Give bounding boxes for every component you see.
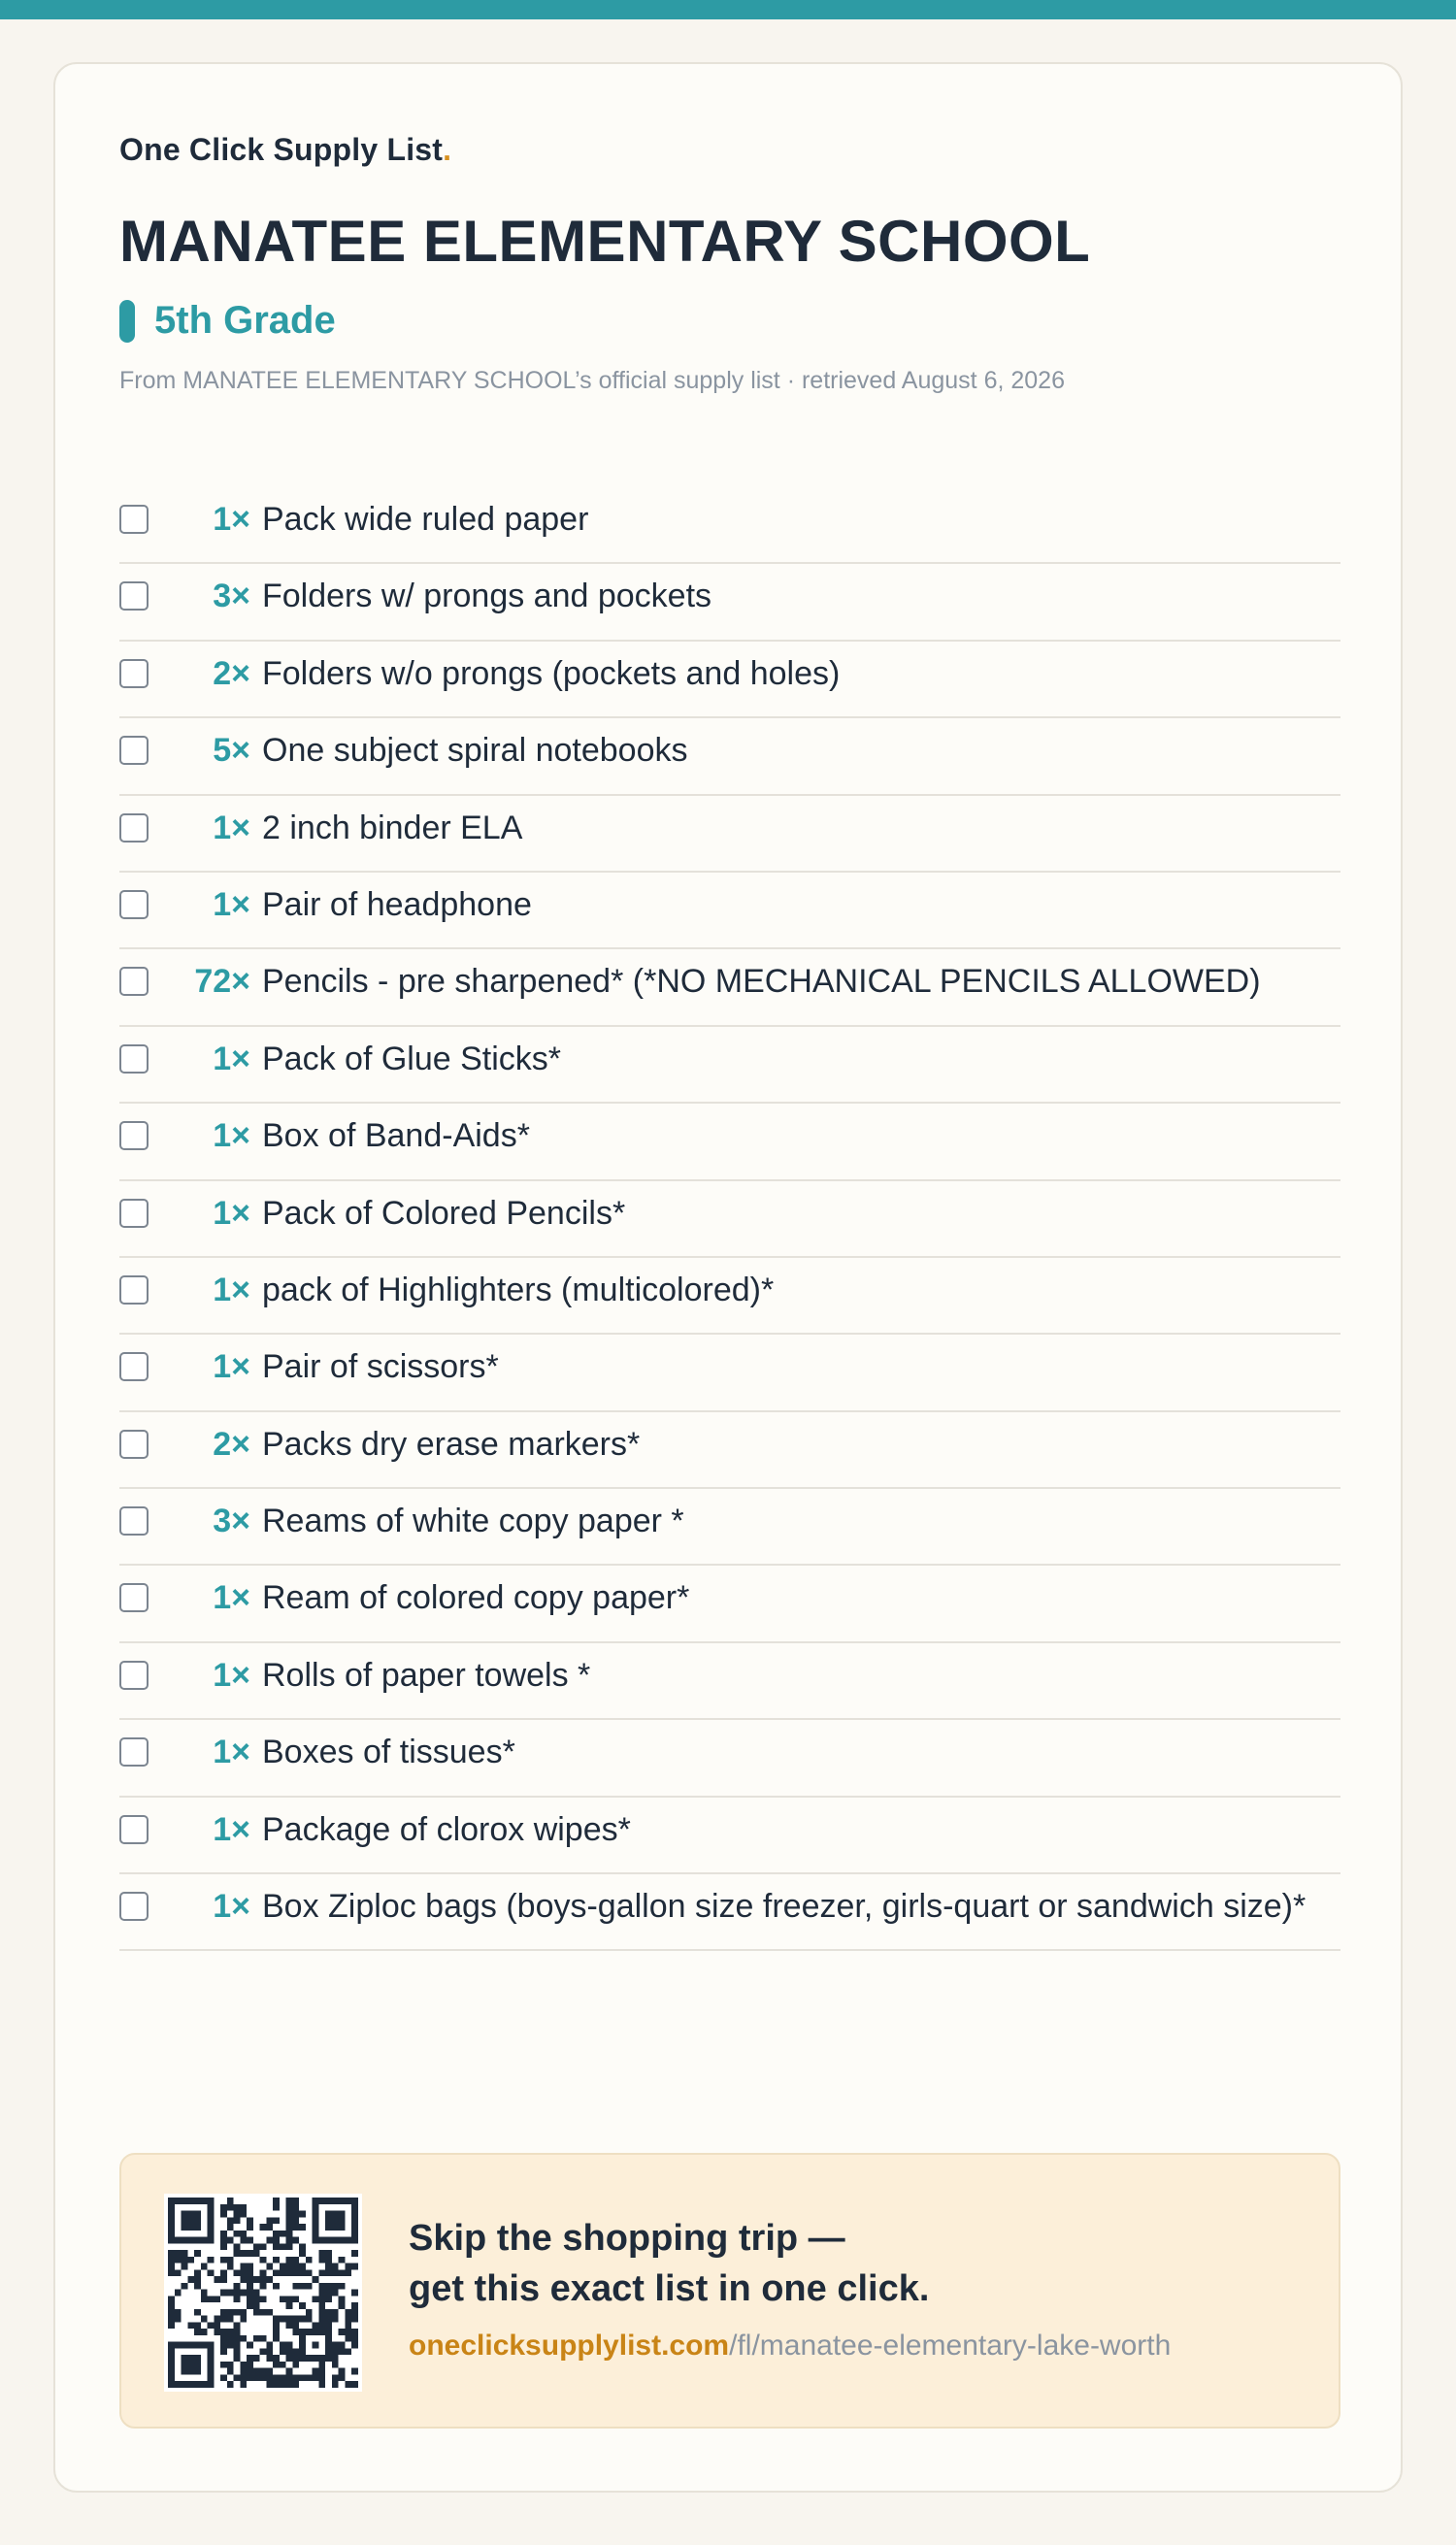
item-name: Folders w/o prongs (pockets and holes) [262, 654, 841, 692]
item-checkbox[interactable] [119, 1815, 149, 1844]
item-name: Package of clorox wipes* [262, 1810, 631, 1848]
list-item [119, 1027, 1340, 1104]
qr-code-icon[interactable] [164, 2194, 362, 2392]
brand-name: One Click Supply List [119, 132, 444, 167]
item-quantity: 1× [213, 1271, 250, 1308]
top-accent-bar [0, 0, 1456, 19]
item-checkbox[interactable] [119, 813, 149, 843]
list-item [119, 1489, 1340, 1566]
item-quantity: 1× [213, 1040, 250, 1077]
item-checkbox[interactable] [119, 736, 149, 765]
promo-url-domain: oneclicksupplylist.com [409, 2330, 730, 2362]
item-checkbox[interactable] [119, 659, 149, 688]
item-name: Packs dry erase markers* [262, 1425, 641, 1463]
promo-title-line-2: get this exact list in one click. [409, 2268, 930, 2309]
school-title: MANATEE ELEMENTARY SCHOOL [119, 209, 1091, 274]
item-quantity: 1× [213, 809, 250, 846]
list-item [119, 1643, 1340, 1720]
supply-list-card [53, 62, 1403, 2493]
item-quantity: 1× [213, 1888, 250, 1926]
item-checkbox[interactable] [119, 1506, 149, 1536]
item-name: One subject spiral notebooks [262, 732, 688, 770]
qr-code-graphic [168, 2198, 358, 2388]
grade-heading [119, 299, 336, 343]
item-checkbox[interactable] [119, 1044, 149, 1074]
item-quantity: 5× [213, 732, 250, 770]
item-checkbox[interactable] [119, 1352, 149, 1381]
supply-list [119, 487, 1340, 1951]
item-name: Box Ziploc bags (boys-gallon size freezer, girls-quart or sandwich size)* [262, 1888, 1307, 1926]
grade-marker [119, 300, 135, 343]
brand-dot: . [443, 132, 452, 167]
item-checkbox[interactable] [119, 967, 149, 996]
list-item [119, 564, 1340, 641]
item-name: 2 inch binder ELA [262, 809, 523, 846]
item-checkbox[interactable] [119, 505, 149, 534]
item-quantity: 72× [194, 963, 250, 1001]
item-quantity: 1× [213, 1117, 250, 1155]
item-quantity: 1× [213, 1656, 250, 1694]
item-name: Pencils - pre sharpened* (*NO MECHANICAL PENCILS ALLOWED) [262, 963, 1261, 1001]
item-name: Pack of Glue Sticks* [262, 1040, 562, 1077]
list-item [119, 949, 1340, 1026]
promo-url-path: /fl/manatee-elementary-lake-worth [729, 2330, 1172, 2362]
list-item [119, 873, 1340, 949]
item-quantity: 3× [213, 578, 250, 615]
item-quantity: 1× [213, 885, 250, 923]
item-quantity: 1× [213, 1734, 250, 1771]
item-name: Pair of scissors* [262, 1348, 499, 1386]
list-item [119, 1874, 1340, 1951]
item-checkbox[interactable] [119, 1892, 149, 1921]
item-name: Boxes of tissues* [262, 1734, 515, 1771]
source-note: From MANATEE ELEMENTARY SCHOOL’s official supply list · retrieved August 6, 2026 [119, 367, 1065, 394]
list-item [119, 718, 1340, 795]
item-name: Folders w/ prongs and pockets [262, 578, 712, 615]
list-item [119, 1258, 1340, 1335]
list-item [119, 1720, 1340, 1797]
brand-logo[interactable] [119, 132, 451, 168]
item-name: Pair of headphone [262, 885, 532, 923]
item-checkbox[interactable] [119, 1199, 149, 1228]
item-name: Ream of colored copy paper* [262, 1579, 690, 1617]
list-item [119, 642, 1340, 718]
item-checkbox[interactable] [119, 1430, 149, 1459]
item-quantity: 1× [213, 501, 250, 538]
promo-link[interactable] [409, 2330, 1171, 2363]
item-checkbox[interactable] [119, 1583, 149, 1612]
item-name: Pack of Colored Pencils* [262, 1194, 626, 1232]
item-name: Rolls of paper towels * [262, 1656, 591, 1694]
item-quantity: 2× [213, 1425, 250, 1463]
list-item [119, 1335, 1340, 1411]
item-name: Box of Band-Aids* [262, 1117, 530, 1155]
promo-title [409, 2213, 929, 2314]
promo-box [119, 2153, 1340, 2429]
grade-label: 5th Grade [154, 299, 336, 342]
list-item [119, 1566, 1340, 1642]
item-quantity: 1× [213, 1810, 250, 1848]
item-quantity: 2× [213, 654, 250, 692]
item-quantity: 1× [213, 1194, 250, 1232]
list-item [119, 1181, 1340, 1258]
list-item [119, 1412, 1340, 1489]
item-name: Reams of white copy paper * [262, 1503, 684, 1540]
list-item [119, 487, 1340, 564]
list-item [119, 1798, 1340, 1874]
item-checkbox[interactable] [119, 1275, 149, 1305]
item-name: pack of Highlighters (multicolored)* [262, 1271, 775, 1308]
item-quantity: 1× [213, 1579, 250, 1617]
item-checkbox[interactable] [119, 1737, 149, 1767]
item-checkbox[interactable] [119, 581, 149, 611]
item-quantity: 3× [213, 1503, 250, 1540]
item-checkbox[interactable] [119, 1661, 149, 1690]
item-quantity: 1× [213, 1348, 250, 1386]
item-checkbox[interactable] [119, 1121, 149, 1150]
list-item [119, 796, 1340, 873]
list-item [119, 1104, 1340, 1180]
item-name: Pack wide ruled paper [262, 501, 589, 538]
promo-title-line-1: Skip the shopping trip — [409, 2218, 845, 2259]
item-checkbox[interactable] [119, 890, 149, 919]
